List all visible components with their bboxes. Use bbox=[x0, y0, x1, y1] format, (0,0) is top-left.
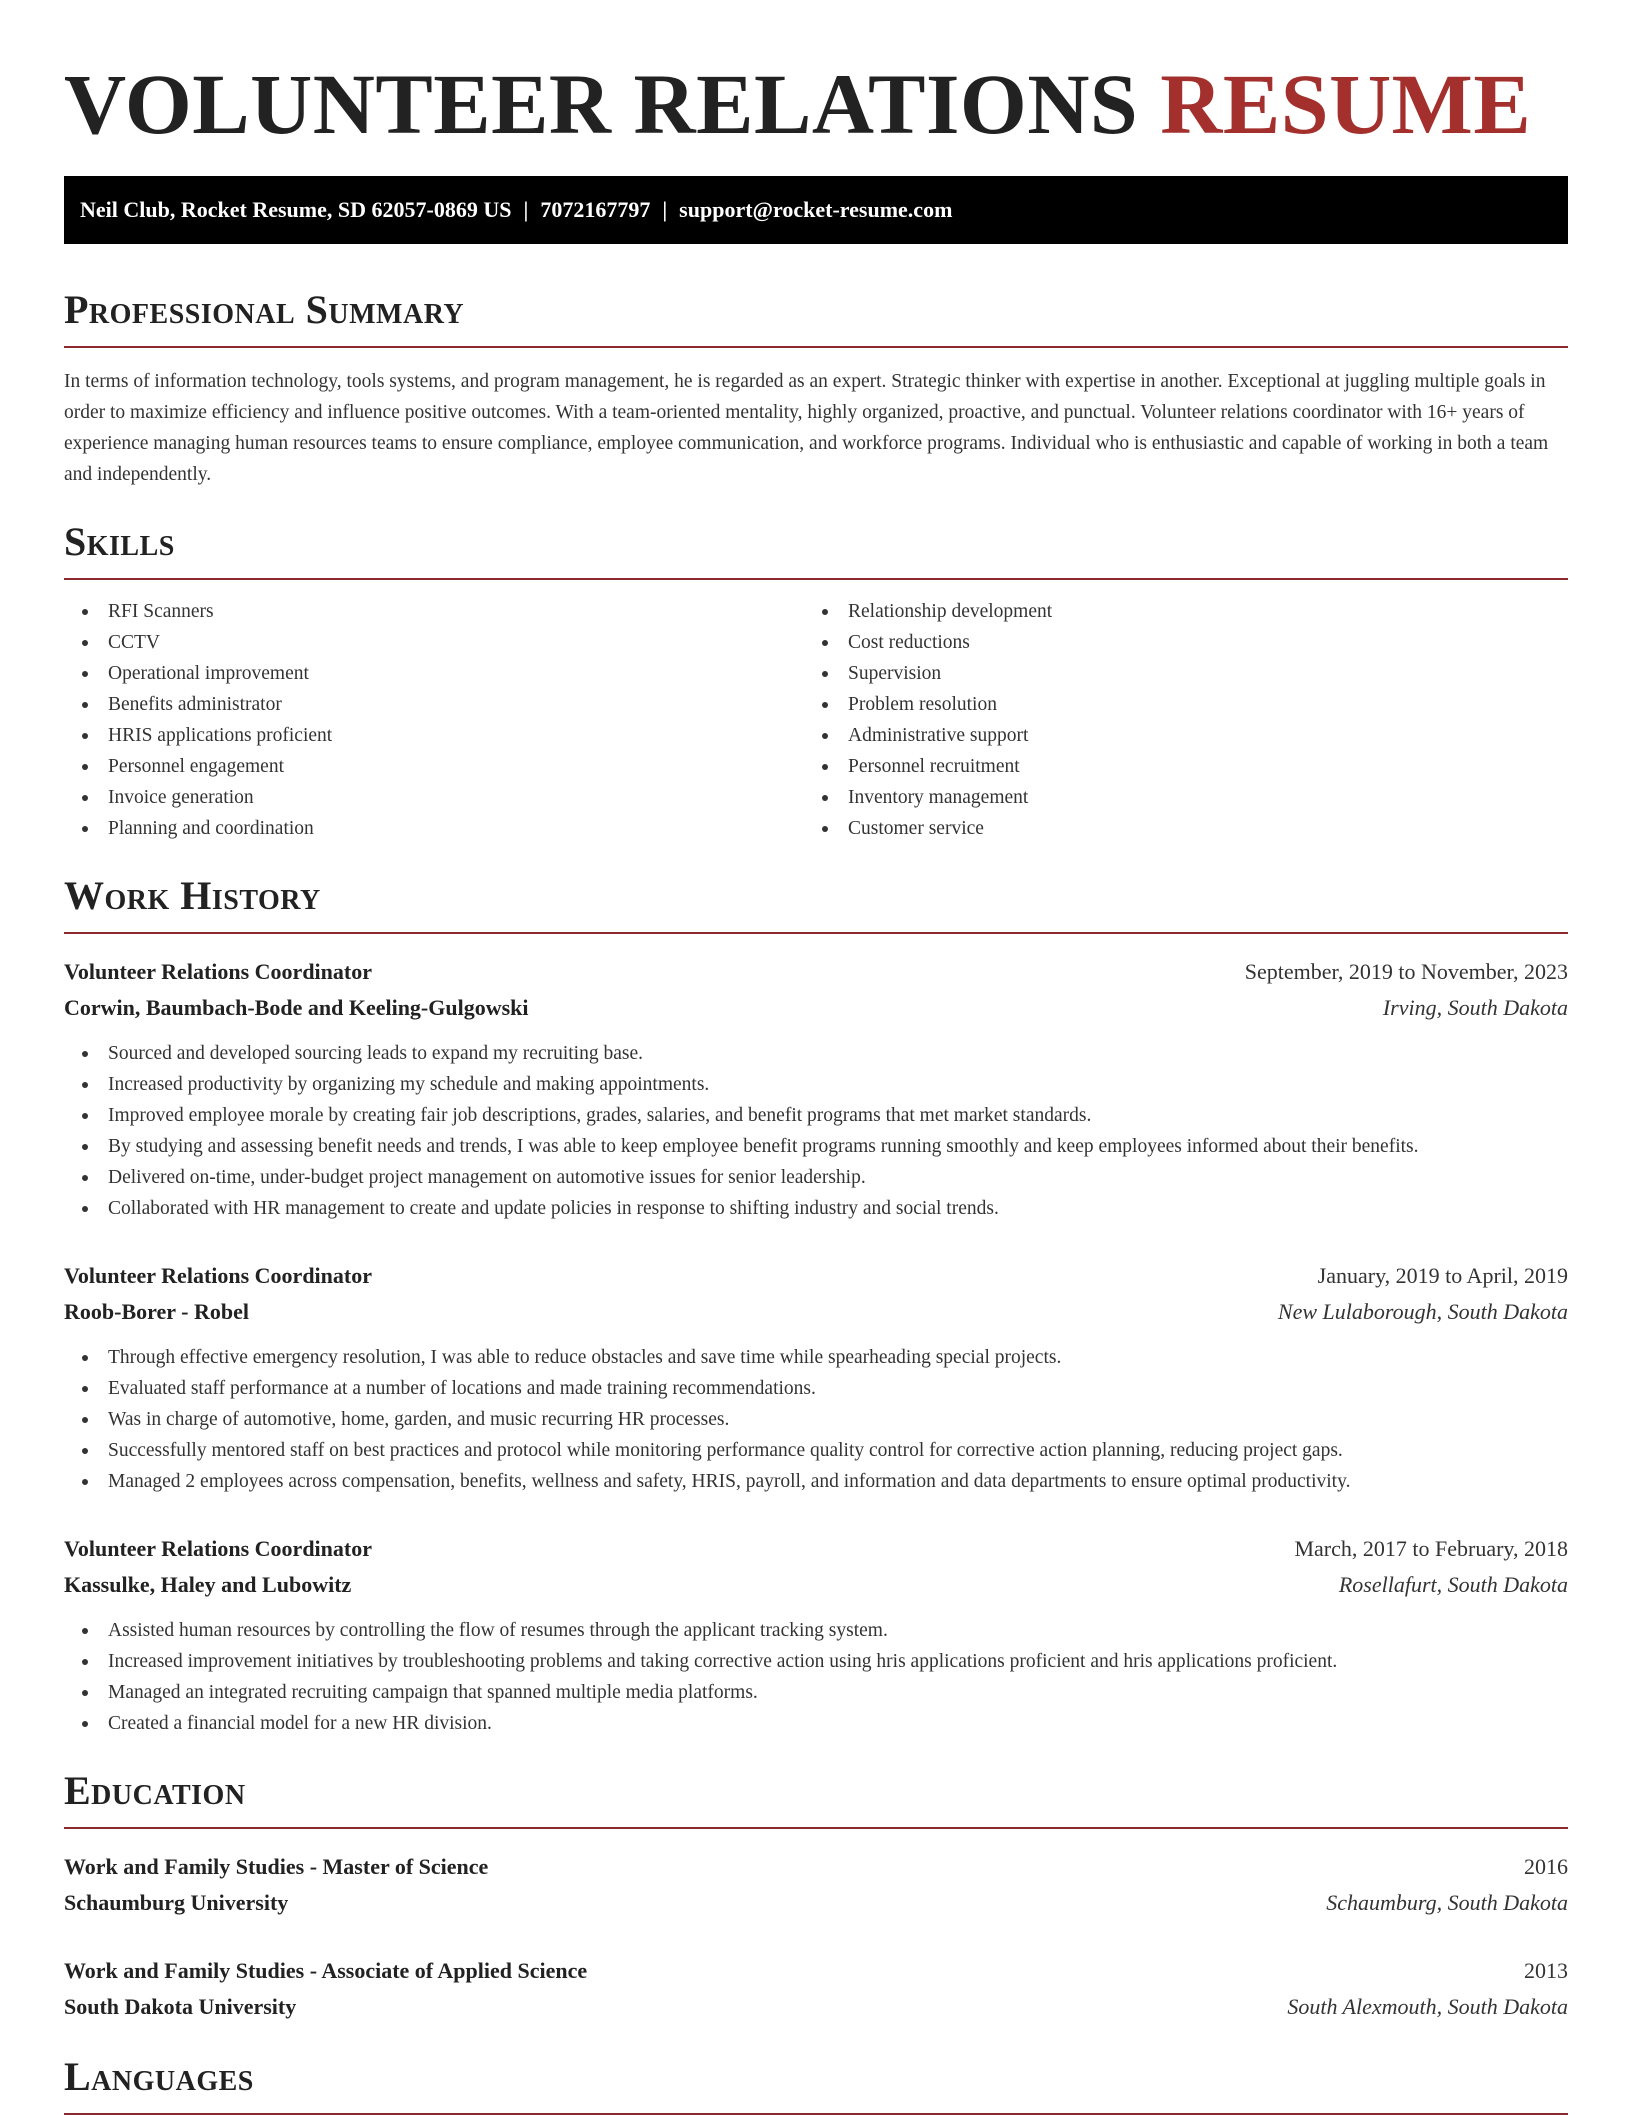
skills-column-right bbox=[804, 596, 1544, 844]
job-bullet: By studying and assessing benefit needs and trends, I was able to keep employee benefit programs running smoothly and keep employees informed about their benefits. bbox=[64, 1131, 1568, 1162]
contact-separator: | bbox=[662, 197, 668, 222]
skills-heading: Skills bbox=[64, 518, 1568, 580]
education-year: 2013 bbox=[1524, 1958, 1568, 1983]
skill-item: Operational improvement bbox=[64, 658, 804, 689]
skill-item: Relationship development bbox=[804, 596, 1544, 627]
job-entry bbox=[64, 1258, 1568, 1497]
job-entry bbox=[64, 954, 1568, 1224]
summary-text: In terms of information technology, tools systems, and program management, he is regarded as an expert. Strategic thinker with expertise in another. Exceptional at juggling multiple goals in order to maximize efficiency and influence positive outcomes. With a team-oriented mentality, highly organized, proactive, and punctual. Volunteer relations coordinator with 16+ years of experience managing human resources teams to ensure compliance, employee communication, and workforce programs. Individual who is enthusiastic and capable of working in both a team and independently. bbox=[64, 371, 1549, 485]
job-bullet: Evaluated staff performance at a number of locations and made training recommendations. bbox=[64, 1373, 1568, 1404]
job-header-row bbox=[64, 1531, 1568, 1567]
contact-bar bbox=[64, 176, 1568, 244]
education-location: Schaumburg, South Dakota bbox=[1326, 1890, 1568, 1915]
job-bullet: Managed an integrated recruiting campaign that spanned multiple media platforms. bbox=[64, 1677, 1568, 1708]
job-company-row bbox=[64, 1567, 1568, 1603]
skill-item: RFI Scanners bbox=[64, 596, 804, 627]
skill-item: Customer service bbox=[804, 813, 1544, 844]
education-degree: Work and Family Studies - Master of Science bbox=[64, 1854, 489, 1879]
job-title: Volunteer Relations Coordinator bbox=[64, 959, 372, 984]
job-company-row bbox=[64, 990, 1568, 1026]
job-bullet: Increased improvement initiatives by troubleshooting problems and taking corrective action using hris applications proficient and hris applications proficient. bbox=[64, 1646, 1568, 1677]
title-accent: RESUME bbox=[1160, 56, 1532, 152]
job-location: Irving, South Dakota bbox=[1382, 995, 1568, 1020]
skill-item: CCTV bbox=[64, 627, 804, 658]
job-bullet: Increased productivity by organizing my schedule and making appointments. bbox=[64, 1069, 1568, 1100]
skill-item: Invoice generation bbox=[64, 782, 804, 813]
skills-section bbox=[64, 518, 1568, 844]
job-company-row bbox=[64, 1294, 1568, 1330]
work-heading: Work History bbox=[64, 872, 1568, 934]
skill-item: HRIS applications proficient bbox=[64, 720, 804, 751]
education-entry bbox=[64, 1953, 1568, 2025]
job-bullet: Collaborated with HR management to create and update policies in response to shifting industry and social trends. bbox=[64, 1193, 1568, 1224]
education-degree-row bbox=[64, 1849, 1568, 1885]
skills-column-left bbox=[64, 596, 804, 844]
skill-item: Inventory management bbox=[804, 782, 1544, 813]
job-dates: January, 2019 to April, 2019 bbox=[1317, 1263, 1568, 1288]
skill-item: Supervision bbox=[804, 658, 1544, 689]
job-location: New Lulaborough, South Dakota bbox=[1277, 1299, 1568, 1324]
languages-heading: Languages bbox=[64, 2053, 1568, 2115]
job-company: Corwin, Baumbach-Bode and Keeling-Gulgowski bbox=[64, 995, 529, 1020]
job-dates: March, 2017 to February, 2018 bbox=[1294, 1536, 1568, 1561]
education-year: 2016 bbox=[1524, 1854, 1568, 1879]
job-header-row bbox=[64, 954, 1568, 990]
education-school-row bbox=[64, 1989, 1568, 2025]
job-bullets bbox=[64, 1615, 1568, 1739]
skill-item: Personnel recruitment bbox=[804, 751, 1544, 782]
job-company: Kassulke, Haley and Lubowitz bbox=[64, 1572, 352, 1597]
resume-title bbox=[64, 0, 1568, 152]
skill-item: Personnel engagement bbox=[64, 751, 804, 782]
job-bullet: Successfully mentored staff on best practices and protocol while monitoring performance quality control for corrective action planning, reducing project gaps. bbox=[64, 1435, 1568, 1466]
job-title: Volunteer Relations Coordinator bbox=[64, 1536, 372, 1561]
job-dates: September, 2019 to November, 2023 bbox=[1244, 959, 1568, 984]
education-degree-row bbox=[64, 1953, 1568, 1989]
work-section bbox=[64, 872, 1568, 1739]
job-bullet: Improved employee morale by creating fair job descriptions, grades, salaries, and benefit programs that met market standards. bbox=[64, 1100, 1568, 1131]
job-bullets bbox=[64, 1038, 1568, 1224]
job-bullet: Delivered on-time, under-budget project management on automotive issues for senior leadership. bbox=[64, 1162, 1568, 1193]
skills-grid bbox=[64, 596, 1568, 844]
contact-separator: | bbox=[523, 197, 529, 222]
education-heading: Education bbox=[64, 1767, 1568, 1829]
job-bullet: Through effective emergency resolution, I was able to reduce obstacles and save time while spearheading special projects. bbox=[64, 1342, 1568, 1373]
education-location: South Alexmouth, South Dakota bbox=[1287, 1994, 1568, 2019]
title-main: VOLUNTEER RELATIONS bbox=[64, 56, 1139, 152]
job-entry bbox=[64, 1531, 1568, 1739]
contact-phone: 7072167797 bbox=[540, 197, 651, 222]
education-school-row bbox=[64, 1885, 1568, 1921]
job-location: Rosellafurt, South Dakota bbox=[1338, 1572, 1568, 1597]
job-bullet: Was in charge of automotive, home, garden, and music recurring HR processes. bbox=[64, 1404, 1568, 1435]
job-bullet: Assisted human resources by controlling the flow of resumes through the applicant tracking system. bbox=[64, 1615, 1568, 1646]
job-bullet: Created a financial model for a new HR division. bbox=[64, 1708, 1568, 1739]
skill-item: Planning and coordination bbox=[64, 813, 804, 844]
education-section bbox=[64, 1767, 1568, 2025]
skill-item: Problem resolution bbox=[804, 689, 1544, 720]
job-bullet: Managed 2 employees across compensation, benefits, wellness and safety, HRIS, payroll, and information and data departments to ensure optimal productivity. bbox=[64, 1466, 1568, 1497]
education-degree: Work and Family Studies - Associate of Applied Science bbox=[64, 1958, 588, 1983]
education-entry bbox=[64, 1849, 1568, 1921]
job-company: Roob-Borer - Robel bbox=[64, 1299, 249, 1324]
education-school: South Dakota University bbox=[64, 1994, 297, 2019]
job-bullet: Sourced and developed sourcing leads to expand my recruiting base. bbox=[64, 1038, 1568, 1069]
job-title: Volunteer Relations Coordinator bbox=[64, 1263, 372, 1288]
education-school: Schaumburg University bbox=[64, 1890, 289, 1915]
skill-item: Benefits administrator bbox=[64, 689, 804, 720]
skill-item: Administrative support bbox=[804, 720, 1544, 751]
skill-item: Cost reductions bbox=[804, 627, 1544, 658]
contact-address: Neil Club, Rocket Resume, SD 62057-0869 US bbox=[80, 197, 512, 222]
job-header-row bbox=[64, 1258, 1568, 1294]
job-bullets bbox=[64, 1342, 1568, 1497]
languages-section bbox=[64, 2053, 1568, 2115]
summary-heading: Professional Summary bbox=[64, 286, 1568, 348]
summary-section bbox=[64, 286, 1568, 490]
contact-email: support@rocket-resume.com bbox=[679, 197, 953, 222]
